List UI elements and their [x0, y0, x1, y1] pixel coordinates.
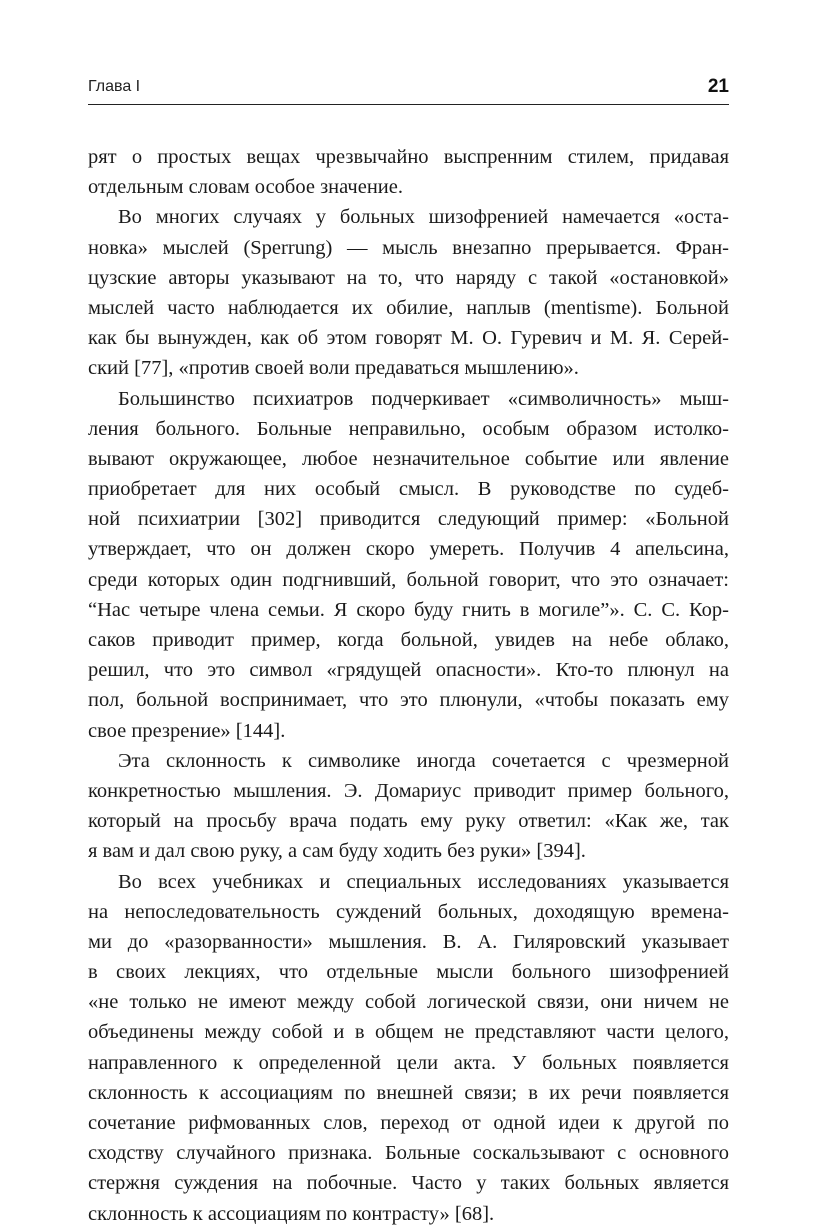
text-line: “Нас четыре члена семьи. Я скоро буду гнить в могиле”». С. С. Кор- [88, 598, 729, 621]
text-line: я вам и дал свою руку, а сам буду ходить без руки» [394]. [88, 840, 586, 863]
text-line: пол, больной воспринимает, что это плюнули, «чтобы показать ему [88, 689, 729, 712]
text-line: вывают окружающее, любое незначительное событие или явление [88, 447, 729, 470]
text-line: Большинство психиатров подчеркивает «символичность» мыш- [118, 387, 729, 410]
text-line: объединены между собой и в общем не представляют части целого, [88, 1021, 729, 1044]
text-line: который на просьбу врача подать ему руку ответил: «Как же, так [88, 810, 729, 833]
text-line: приобретает для них особый смысл. В руководстве по судеб- [88, 478, 729, 501]
body-text [88, 142, 729, 1229]
text-line: отдельным словам особое значение. [88, 176, 403, 199]
text-line: рят о простых вещах чрезвычайно выспренним стилем, придавая [88, 146, 729, 168]
text-line: решил, что это символ «грядущей опасности». Кто-то плюнул на [88, 659, 729, 682]
text-line: склонность к ассоциациям по контрасту» [68]. [88, 1202, 495, 1225]
page-number: 21 [707, 76, 729, 97]
text-line: сходству случайного признака. Больные соскальзывают с основного [88, 1142, 729, 1165]
text-line: ми до «разорванности» мышления. В. А. Гиляровский указывает [88, 930, 729, 953]
text-line: мыслей часто наблюдается их обилие, наплыв (mentisme). Больной [88, 296, 729, 319]
text-line: ной психиатрии [302] приводится следующий пример: «Больной [88, 508, 729, 531]
chapter-label: Глава I [88, 78, 141, 95]
text-line: Во всех учебниках и специальных исследованиях указывается [118, 870, 729, 893]
text-line: ский [77], «против своей воли предаваться мышлению». [88, 357, 579, 380]
running-header [88, 76, 729, 105]
text-line: в своих лекциях, что отдельные мысли больного шизофренией [88, 961, 729, 984]
text-line: саков приводит пример, когда больной, увидев на небе облако, [88, 629, 729, 651]
text-line: новка» мыслей (Sperrung) — мысль внезапно прерывается. Фран- [88, 236, 729, 259]
text-line: на непоследовательность суждений больных, доходящую времена- [88, 900, 729, 923]
text-line: ления больного. Больные неправильно, особым образом истолко- [88, 417, 729, 440]
text-line: сочетание рифмованных слов, переход от одной идеи к другой по [88, 1112, 729, 1134]
text-line: как бы вынужден, как об этом говорят М. О. Гуревич и М. Я. Серей- [88, 327, 729, 350]
text-line: среди которых один подгнивший, больной говорит, что это означает: [88, 568, 729, 591]
text-line: цузские авторы указывают на то, что наряду с такой «остановкой» [88, 266, 729, 289]
text-line: утверждает, что он должен скоро умереть. Получив 4 апельсина, [88, 538, 729, 561]
text-line: склонность к ассоциациям по внешней связи; в их речи появляется [88, 1081, 729, 1104]
text-line: «не только не имеют между собой логической связи, они ничем не [88, 991, 729, 1014]
text-line: Эта склонность к символике иногда сочетается с чрезмерной [118, 749, 729, 772]
text-line: конкретностью мышления. Э. Домариус приводит пример больного, [88, 779, 729, 802]
text-line: стержня суждения на побочные. Часто у таких больных является [88, 1172, 729, 1195]
text-line: Во многих случаях у больных шизофренией намечается «оста- [118, 206, 729, 229]
text-line: свое презрение» [144]. [88, 719, 286, 742]
text-line: направленного к определенной цели акта. У больных появляется [88, 1051, 729, 1074]
